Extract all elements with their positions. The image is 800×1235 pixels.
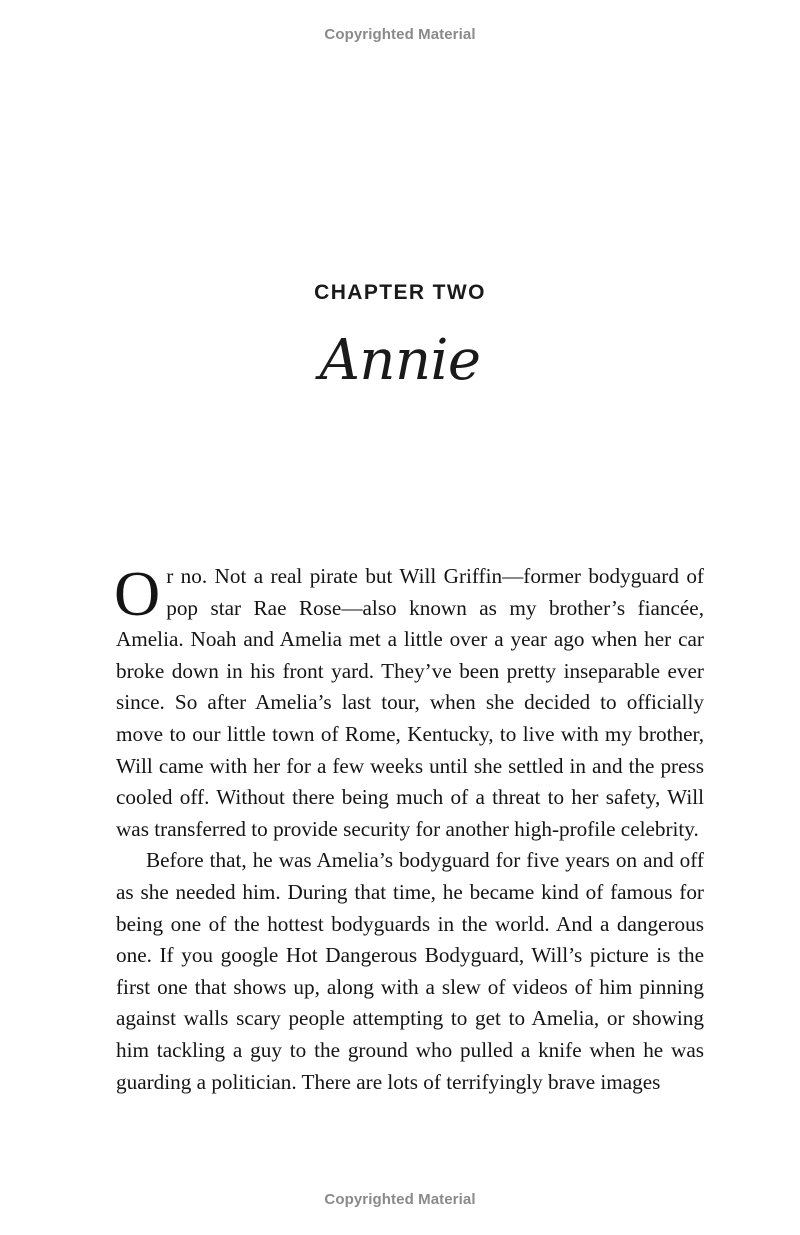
- chapter-title: Annie: [319, 328, 481, 393]
- copyright-watermark-top: Copyrighted Material: [324, 26, 476, 43]
- chapter-body: [114, 558, 704, 1098]
- chapter-label: CHAPTER TWO: [314, 281, 486, 304]
- paragraph-2: Before that, he was Amelia’s bodyguard for five years on and off as she needed him. During that time, he became kind of famous for being one of the hottest bodyguards in the world. And a dangerous one. If you google Hot Dangerous Bodyguard, Will’s picture is the first one that shows up, along with a slew of videos of him pinning against walls scary people attempting to get to Amelia, or showing him tackling a guy to the ground who pulled a knife when he was guarding a politician. There are lots of terrifyingly brave images: [116, 848, 704, 1094]
- paragraph-1-text: r no. Not a real pirate but Will Griffin—former bodyguard of pop star Rae Rose—also known as my brother’s fiancée, Amelia. Noah and Amelia met a little over a year ago when her car broke down in his front yard. They’ve been pretty inseparable ever since. So after Amelia’s last tour, when she decided to officially move to our little town of Rome, Kentucky, to live with my brother, Will came with her for a few weeks until she settled in and the press cooled off. Without there being much of a threat to her safety, Will was transferred to provide security for another high-profile celebrity.: [116, 564, 704, 841]
- paragraph-1: [114, 558, 704, 845]
- copyright-watermark-bottom: Copyrighted Material: [324, 1191, 476, 1208]
- drop-cap: O: [114, 558, 161, 629]
